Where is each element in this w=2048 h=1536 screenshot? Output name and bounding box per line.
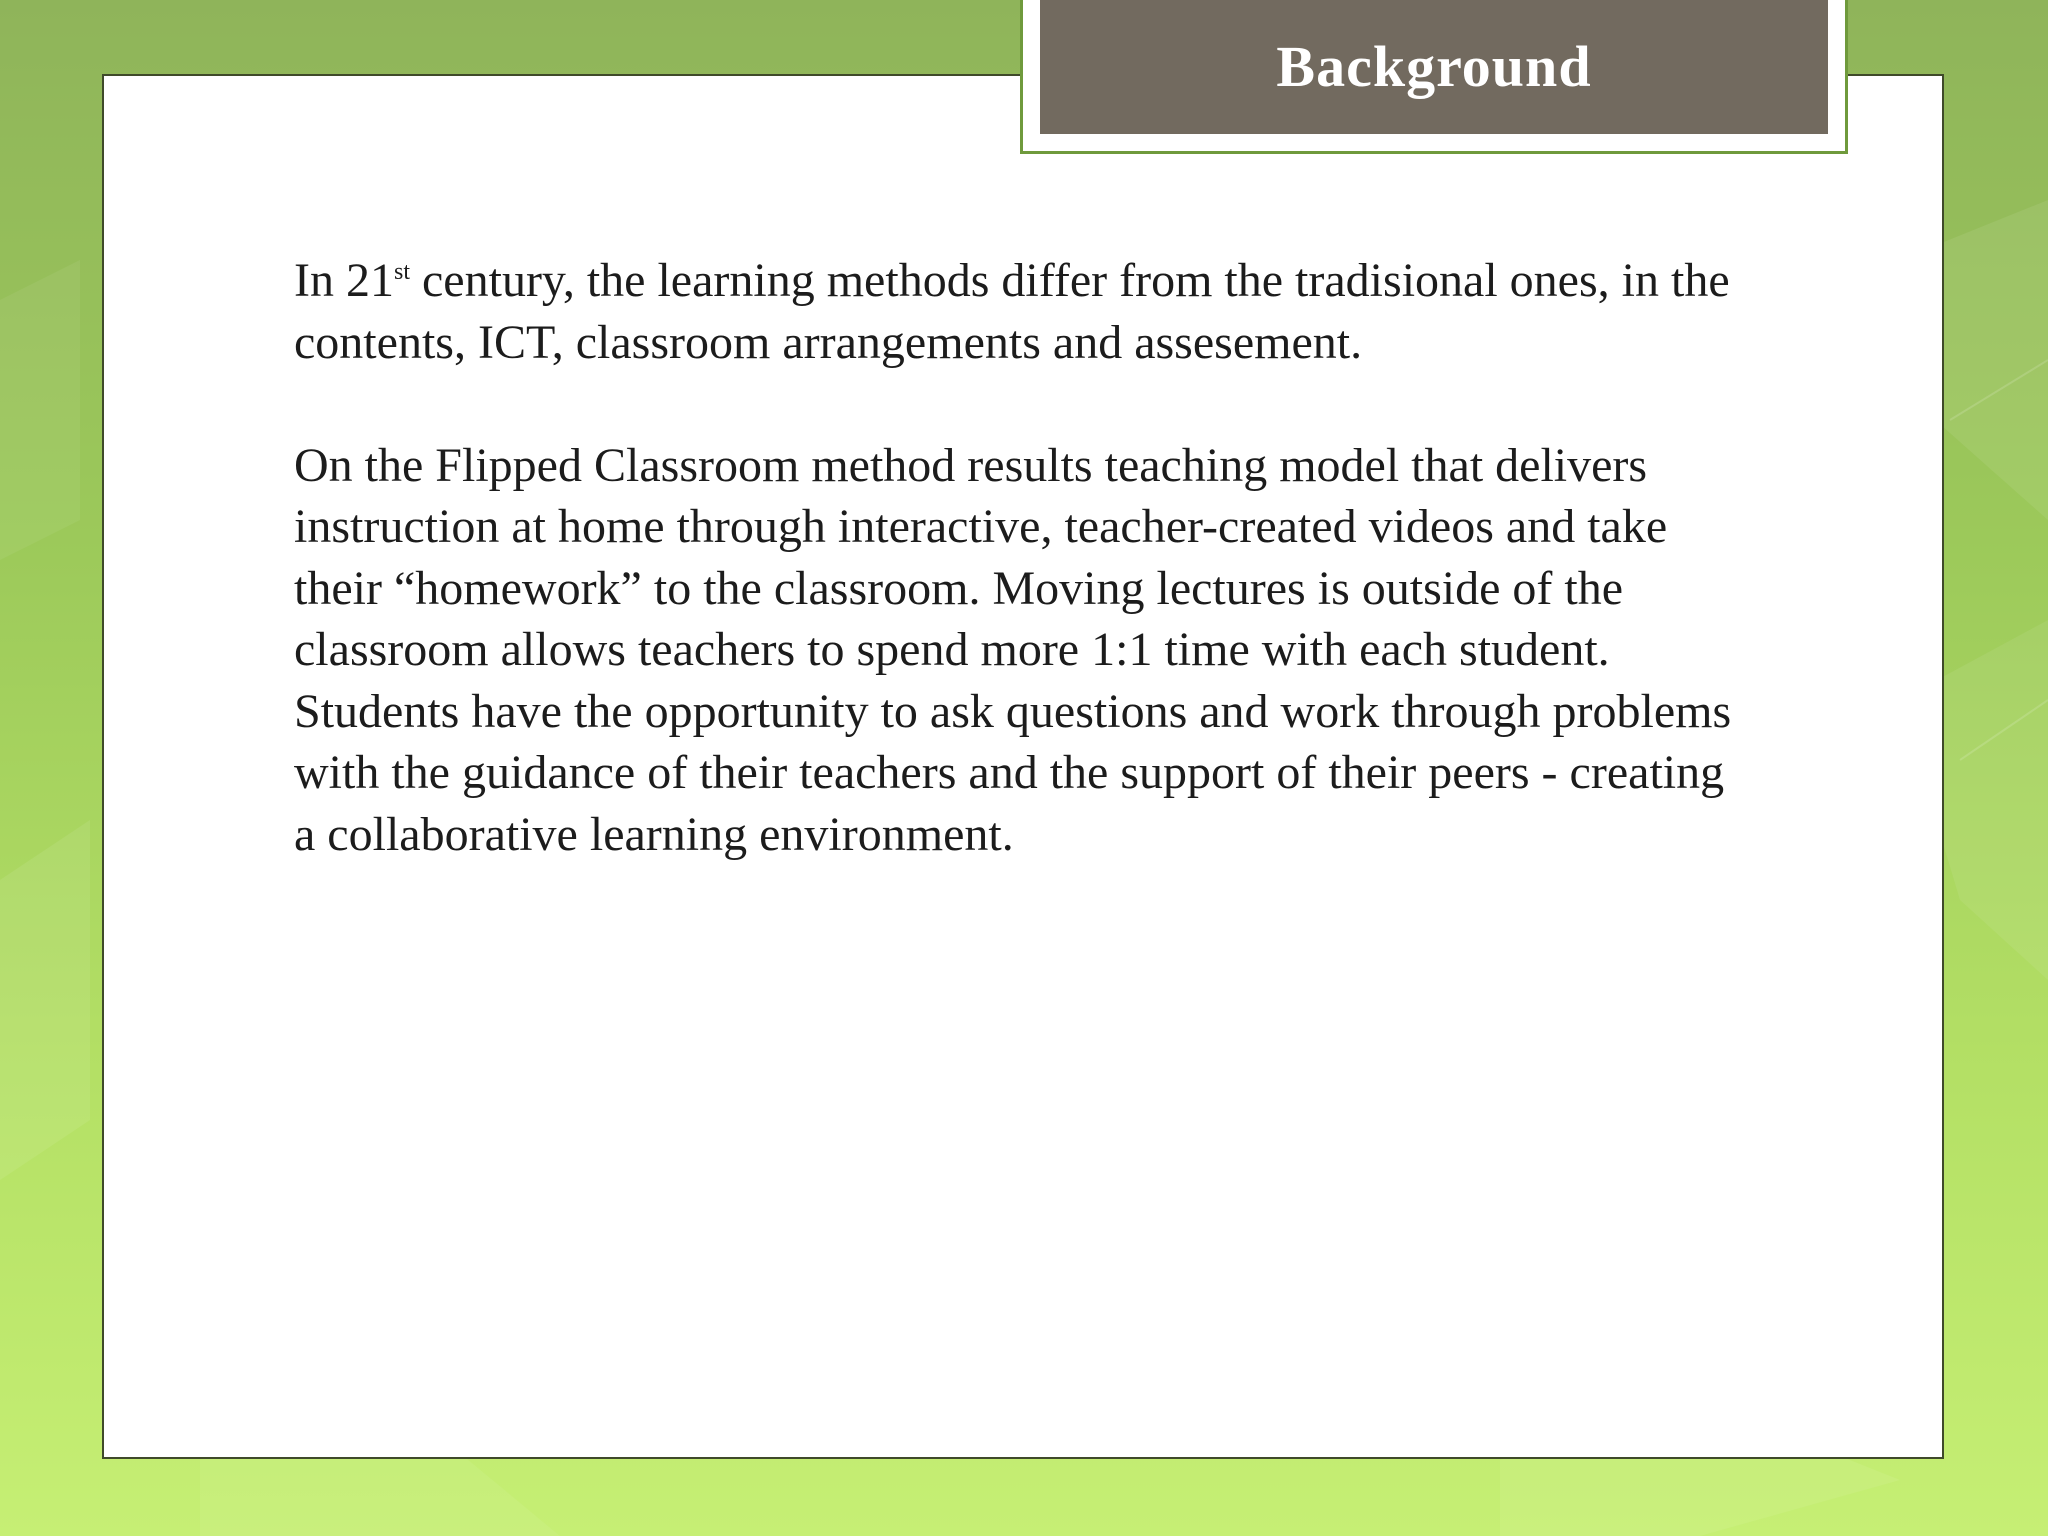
paragraph-2: On the Flipped Classroom method results teaching model that delivers instruction at home through interactive, teacher-created videos and take their “homework” to the classroom. Moving lectures is outside of the classroom allows teachers to spend more 1:1 time with each student. Students have the opportunity to ask questions and work through problems with the guidance of their teachers and the support of their peers - creating a collaborative learning environment. xyxy=(294,438,1732,861)
paragraph-1-rest: century, the learning methods differ from the tradisional ones, in the contents, ICT, classroom arrangements and assesement. xyxy=(294,254,1730,369)
title-box xyxy=(1040,0,1828,134)
paragraph-1-lead: In 21 xyxy=(294,254,394,307)
paragraph-1-superscript: st xyxy=(393,259,410,285)
slide-body xyxy=(294,250,1754,865)
paragraph-spacer xyxy=(294,373,1754,435)
slide-title: Background xyxy=(1276,33,1592,99)
paragraph-1 xyxy=(294,250,1754,373)
